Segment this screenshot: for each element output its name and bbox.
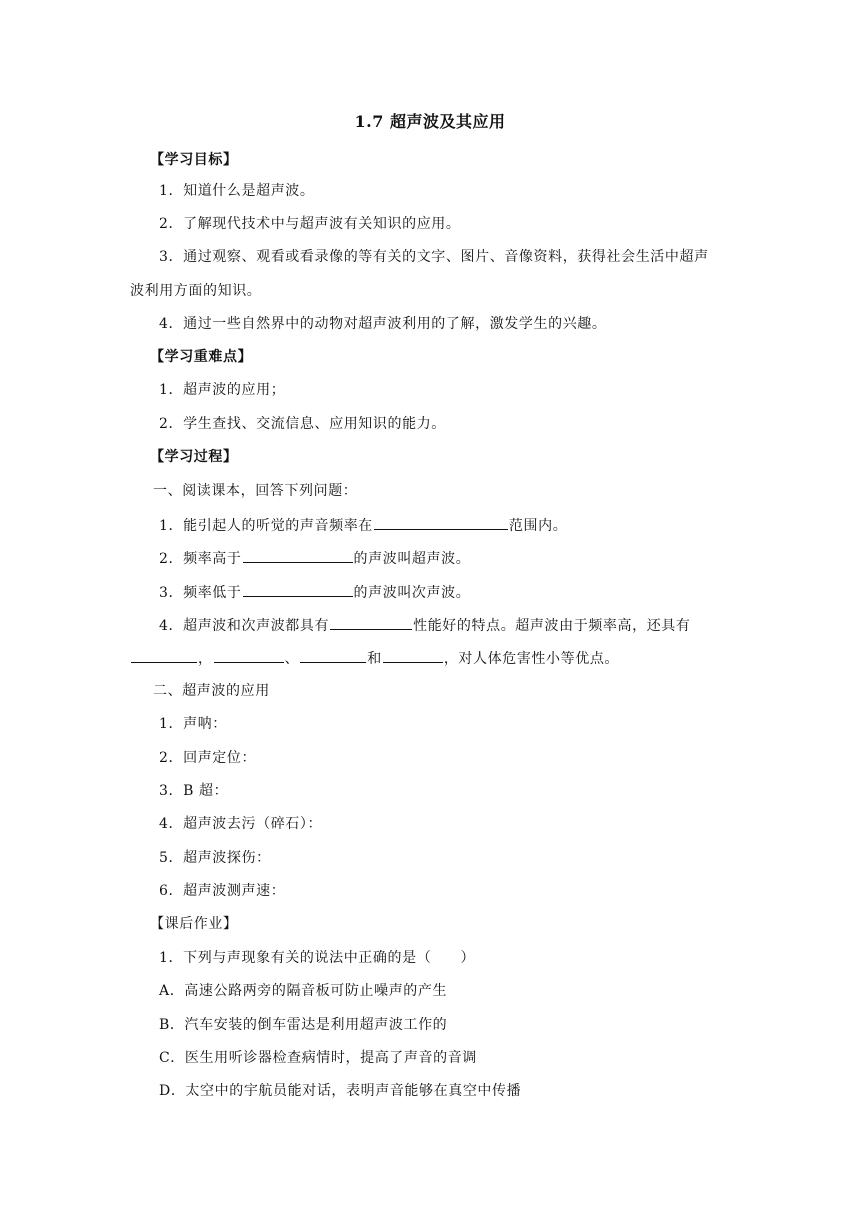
homework-question: 1．下列与声现象有关的说法中正确的是（ ） [159, 950, 476, 966]
question-text: 范围内。 [508, 518, 568, 534]
option-a: A．高速公路两旁的隔音板可防止噪声的产生 [159, 983, 448, 999]
question-text: 的声波叫超声波。 [353, 551, 471, 567]
application-item: 6．超声波测声速： [159, 883, 286, 899]
page-title: 1.7 超声波及其应用 [354, 112, 506, 131]
answer-blank[interactable] [383, 647, 443, 663]
goal-item: 3．通过观察、观看或看录像的等有关的文字、图片、音像资料，获得社会生活中超声 [159, 249, 709, 265]
reading-intro: 一、阅读课本，回答下列问题： [153, 483, 358, 499]
question-text: 和 [367, 651, 382, 667]
section-heading-learning-goals: 【学习目标】 [150, 152, 238, 168]
goal-item-continuation: 波利用方面的知识。 [130, 283, 262, 299]
section-heading-learning-process: 【学习过程】 [150, 449, 238, 465]
question-text: 1．能引起人的听觉的声音频率在 [159, 518, 373, 534]
goal-item: 2．了解现代技术中与超声波有关知识的应用。 [159, 216, 461, 232]
answer-blank[interactable] [243, 547, 353, 563]
goal-item: 4．通过一些自然界中的动物对超声波利用的了解，激发学生的兴趣。 [159, 316, 607, 332]
fill-question-3 [159, 581, 769, 603]
answer-blank[interactable] [214, 647, 284, 663]
answer-blank[interactable] [300, 647, 366, 663]
application-item: 2．回声定位： [159, 750, 257, 766]
section-heading-key-points: 【学习重难点】 [150, 349, 253, 365]
question-text: 、 [284, 651, 300, 667]
question-text: ， [198, 651, 213, 667]
applications-heading: 二、超声波的应用 [153, 683, 270, 699]
question-text: 2．频率高于 [159, 551, 242, 567]
fill-question-1 [159, 514, 769, 536]
application-item: 1．声呐： [159, 716, 227, 732]
question-text: ，对人体危害性小等优点。 [443, 651, 620, 667]
fill-question-4 [159, 614, 769, 636]
answer-blank[interactable] [131, 647, 197, 663]
question-text: 的声波叫次声波。 [353, 585, 471, 601]
section-heading-homework: 【课后作业】 [150, 916, 238, 932]
question-text: 性能好的特点。超声波由于频率高，还具有 [413, 618, 691, 634]
key-point-item: 1．超声波的应用； [159, 382, 286, 398]
question-text: 4．超声波和次声波都具有 [159, 618, 330, 634]
application-item: 4．超声波去污（碎石）： [159, 816, 323, 832]
answer-blank[interactable] [330, 614, 412, 630]
option-c: C．医生用听诊器检查病情时，提高了声音的音调 [159, 1050, 477, 1066]
key-point-item: 2．学生查找、交流信息、应用知识的能力。 [159, 416, 446, 432]
answer-blank[interactable] [243, 581, 353, 597]
question-text: 3．频率低于 [159, 585, 242, 601]
goal-item: 1．知道什么是超声波。 [159, 183, 315, 199]
application-item: 5．超声波探伤： [159, 850, 271, 866]
answer-blank[interactable] [374, 514, 508, 530]
application-item: 3．B 超： [159, 783, 229, 799]
fill-question-2 [159, 547, 769, 569]
fill-question-4-continuation [130, 647, 740, 669]
option-d: D．太空中的宇航员能对话，表明声音能够在真空中传播 [159, 1083, 522, 1099]
option-b: B．汽车安装的倒车雷达是利用超声波工作的 [159, 1017, 448, 1033]
